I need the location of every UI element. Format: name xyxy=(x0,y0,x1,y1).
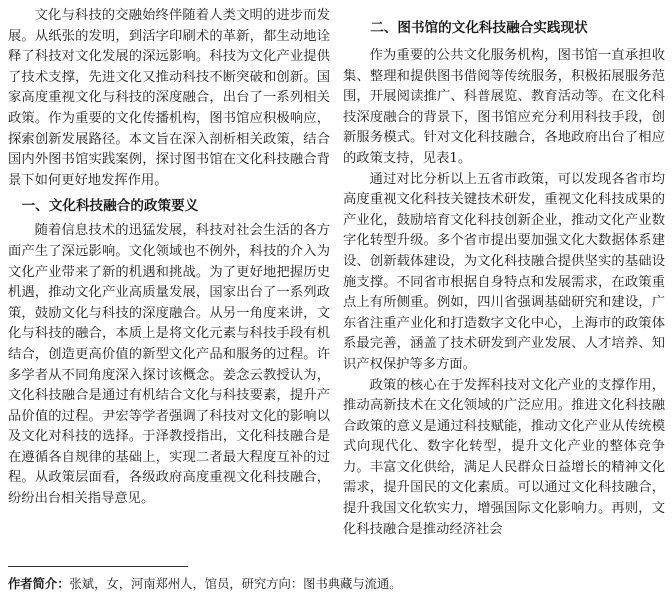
section-2-paragraph-3: 政策的核心在于发挥科技对文化产业的支撑作用，推动高新技术在文化领域的广泛应用。推进文化科技融合政策的意义是通过科技赋能，推动文化产业从传统模式向现代化、数字化转型，提升文化产业的整体竞争力。丰富文化供给，满足人民群众日益增长的精神文化需求，提升国民的文化素质。可以通过文化科技融合，提升我国文化软实力，增强国际文化影响力。再则，文化科技融合是推动经济社会 xyxy=(343,377,665,537)
footnote-label: 作者简介： xyxy=(8,577,70,591)
section-2-paragraph-2: 通过对比分析以上五省市政策，可以发现各省市均高度重视文化科技关键技术研发，重视文化科技成果的产业化，鼓励培育文化科技创新企业，推动文化产业数字化转型升级。多个省市提出要加强文化大数据体系建设、创新载体建设，为文化科技融合提供坚实的基础设施支撑。不同省市根据自身特点和发展需求，在政策重点上有所侧重。例如，四川省强调基础研究和建设，广东省注重产业化和打造数字文化中心，上海市的政策体系最完善，涵盖了技术研发到产业发展、人才培养、知识产权保护等多方面。 xyxy=(343,171,665,372)
section-1-paragraph: 随着信息技术的迅猛发展，科技对社会生活的各方面产生了深远影响。文化领域也不例外，科技的介入为文化产业带来了新的机遇和挑战。为了更好地把握历史机遇，推动文化产业高质量发展，国家出台了一系列政策，鼓励文化与科技的深度融合。从另一角度来讲，文化与科技的融合，本质上是将文化元素与科技手段有机结合，创造更高价值的新型文化产品和服务的过程。许多学者从不同角度深入探讨该概念。姜念云教授认为，文化科技融合是通过有机结合文化与科技要素，提升产品价值的过程。尹宏等学者强调了科技对文化的影响以及文化对科技的选择。于泽教授指出，文化科技融合是在遵循各自规律的基础上，实现二者最大程度互补的过程。从政策层面看，各级政府高度重视文化科技融合，纷纷出台相关指导意见。 xyxy=(8,223,330,507)
footnote-text: 张斌，女，河南郑州人，馆员，研究方向：图书典藏与流通。 xyxy=(69,577,402,591)
footnote-divider xyxy=(8,566,188,567)
author-footnote xyxy=(8,575,664,593)
section-2-paragraph-1: 作为重要的公共文化服务机构，图书馆一直承担收集、整理和提供图书借阅等传统服务，积极拓展服务范围，开展阅读推广、科普展览、教育活动等。在文化科技深度融合的背景下，图书馆应充分利用科技手段，创新服务模式。针对文化科技融合，各地政府出台了相应的政策支持，见表1。 xyxy=(343,48,665,166)
right-column xyxy=(343,6,665,540)
section-1-heading: 一、文化科技融合的政策要义 xyxy=(21,198,199,215)
left-column xyxy=(8,6,330,510)
section-2-heading: 二、图书馆的文化科技融合实践现状 xyxy=(370,20,588,36)
intro-paragraph: 文化与科技的交融始终伴随着人类文明的进步而发展。从纸张的发明，到活字印刷术的革新，都生动地诠释了科技对文化发展的深远影响。科技为文化产业提供了技术支撑，先进文化又推动科技不断突破和创新。国家高度重视文化与科技的深度融合，出台了一系列相关政策。作为重要的文化传播机构，图书馆应积极响应，探索创新发展路径。本文旨在深入剖析相关政策，结合国内外图书馆实践案例，探讨图书馆在文化科技融合背景下如何更好地发挥作用。 xyxy=(8,8,330,188)
